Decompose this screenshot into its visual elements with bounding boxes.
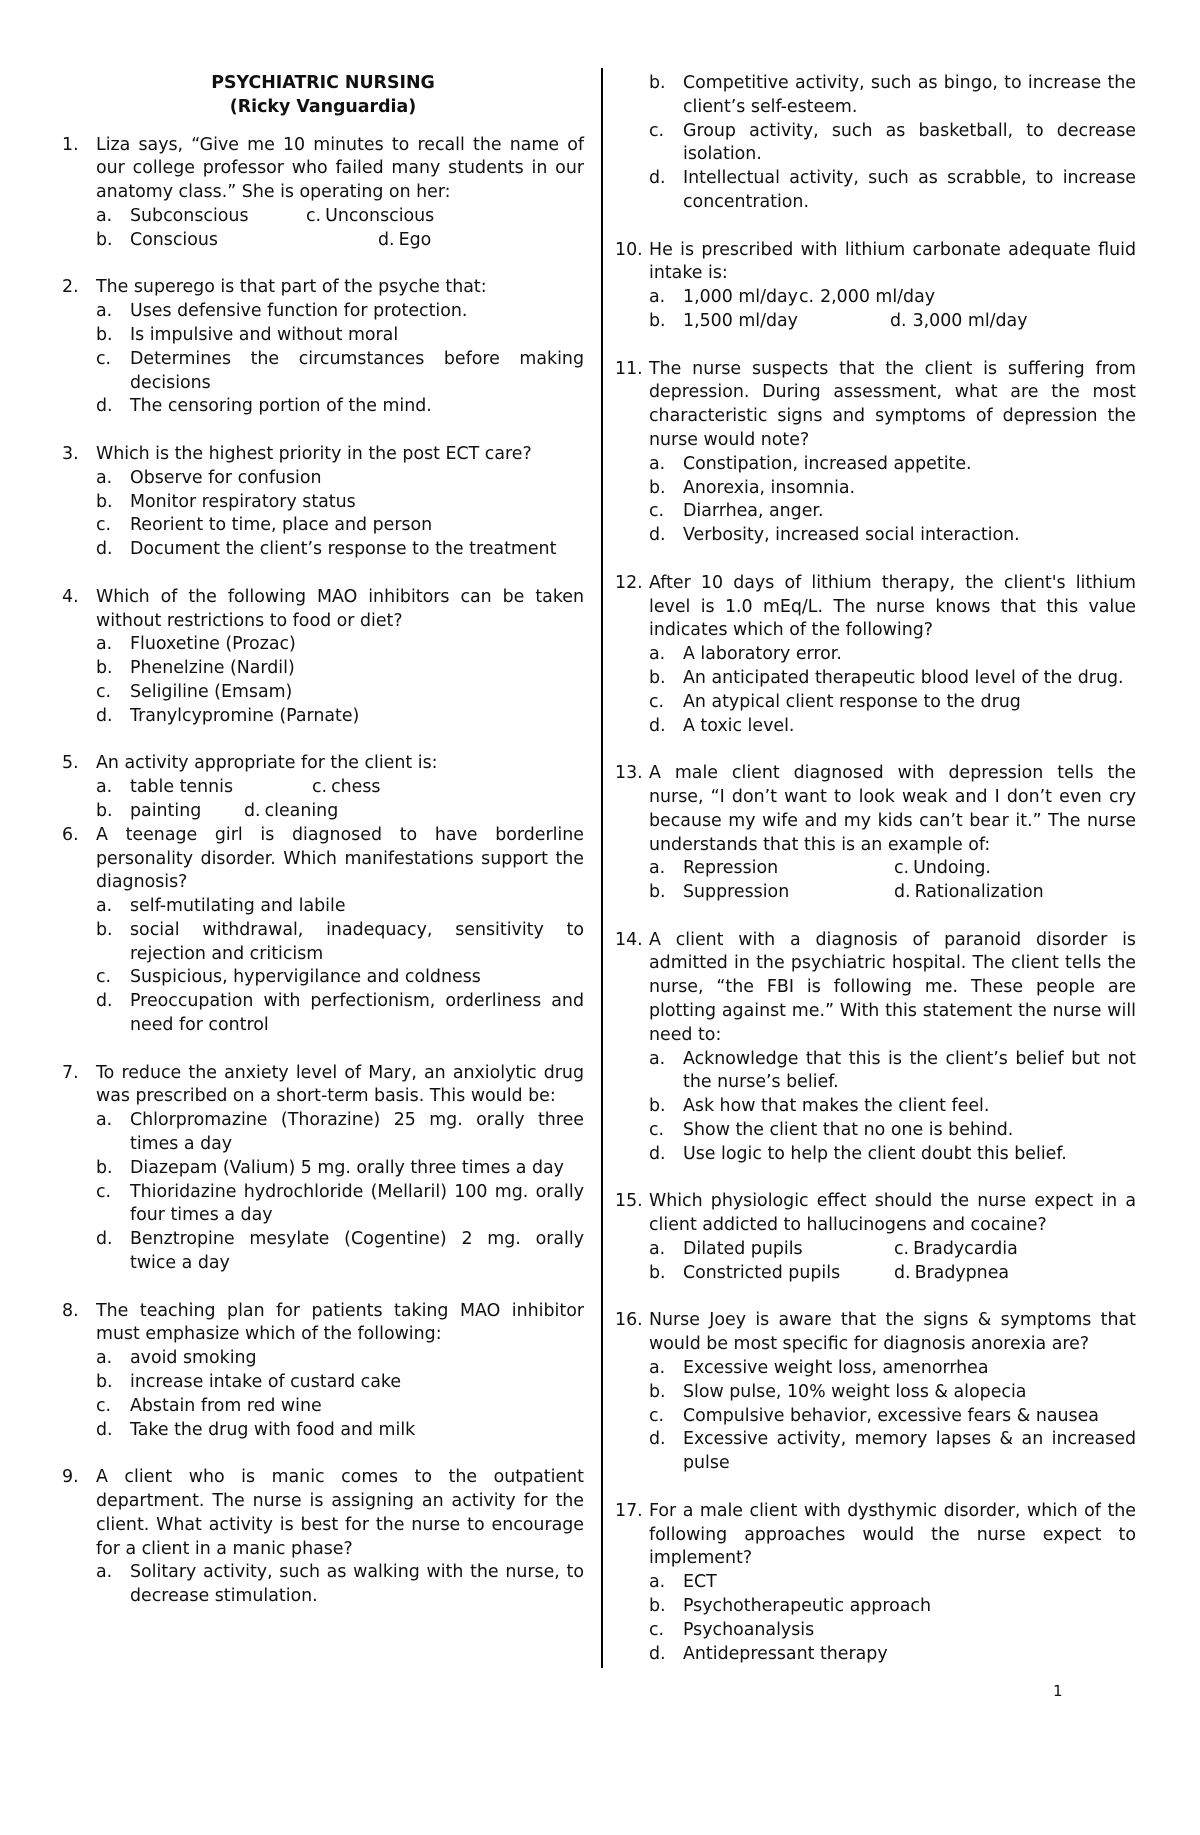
option xyxy=(615,120,1136,168)
option-text: Anorexia, insomnia. xyxy=(683,477,856,498)
option-text: Diarrhea, anger. xyxy=(683,501,824,522)
option-letter: d. xyxy=(244,800,261,821)
question-11 xyxy=(615,358,1136,548)
question-number: 14. xyxy=(615,929,643,950)
option-text: Bradycardia xyxy=(913,1239,1018,1260)
option-text: 1,500 ml/day xyxy=(683,310,798,331)
option xyxy=(62,324,584,348)
option-letter: b. xyxy=(96,800,113,821)
option-letter: c. xyxy=(894,858,910,879)
question-9 xyxy=(62,1466,584,1609)
question-text: Which physiologic effect should the nurse expect in a client addicted to hallucinogens and cocaine? xyxy=(649,1191,1136,1236)
option-letter: a. xyxy=(649,1572,666,1593)
option xyxy=(62,633,584,657)
option-text: Slow pulse, 10% weight loss & alopecia xyxy=(683,1381,1027,1402)
option-letter: a. xyxy=(96,205,113,226)
option-row xyxy=(62,776,584,800)
left-column xyxy=(62,72,584,1633)
option xyxy=(62,395,584,419)
option-row xyxy=(62,205,584,229)
question-text: Which of the following MAO inhibitors can be taken without restrictions to food or diet? xyxy=(96,586,584,631)
question-8 xyxy=(62,1300,584,1443)
option xyxy=(615,1571,1136,1595)
option-text: The censoring portion of the mind. xyxy=(130,396,432,417)
option-letter: a. xyxy=(96,1562,113,1583)
option-letter: d. xyxy=(96,539,113,560)
question-4 xyxy=(62,586,584,729)
option-letter: b. xyxy=(649,882,666,903)
option-text: avoid smoking xyxy=(130,1348,257,1369)
option-row xyxy=(615,857,1136,881)
question-text: Which is the highest priority in the post ECT care? xyxy=(96,443,532,464)
option xyxy=(62,1371,584,1395)
option-letter: b. xyxy=(649,1096,666,1117)
option-text: Uses defensive function for protection. xyxy=(130,301,468,322)
question-9-continued xyxy=(615,72,1136,215)
document-subtitle: (Ricky Vanguardia) xyxy=(229,96,417,117)
option xyxy=(615,167,1136,215)
option-text: painting xyxy=(130,800,202,821)
question-text: Nurse Joey is aware that the signs & symptoms that would be most specific for diagnosis anorexia are? xyxy=(649,1310,1136,1355)
option-letter: a. xyxy=(96,777,113,798)
option-text: Phenelzine (Nardil) xyxy=(130,658,295,679)
question-number: 7. xyxy=(62,1062,79,1083)
option-text: Rationalization xyxy=(914,882,1044,903)
question-number: 6. xyxy=(62,824,79,845)
question-number: 8. xyxy=(62,1300,79,1321)
option-letter: a. xyxy=(649,858,666,879)
option xyxy=(62,491,584,515)
question-number: 11. xyxy=(615,358,643,379)
option-letter: b. xyxy=(96,324,113,345)
option-letter: a. xyxy=(96,301,113,322)
option-text: Subconscious xyxy=(130,205,249,226)
question-text: A client with a diagnosis of paranoid disorder is admitted in the psychiatric hospital. The client tells the nurse, “the FBI is following me. These people are plotting against me.” With this statement the nurse will need to: xyxy=(649,929,1136,1045)
option xyxy=(62,348,584,396)
option-text: Repression xyxy=(683,858,779,879)
option-letter: b. xyxy=(96,658,113,679)
option-text: Group activity, such as basketball, to decrease isolation. xyxy=(683,120,1136,165)
option-text: Intellectual activity, such as scrabble, to increase concentration. xyxy=(683,168,1136,212)
option-letter: d. xyxy=(894,1262,911,1283)
option-text: Benztropine mesylate (Cogentine) 2 mg. orally twice a day xyxy=(130,1229,584,1274)
question-text: The teaching plan for patients taking MAO inhibitor must emphasize which of the following: xyxy=(96,1300,584,1345)
option-text: Unconscious xyxy=(325,205,435,226)
question-number: 17. xyxy=(615,1500,643,1521)
question-3 xyxy=(62,443,584,562)
option-text: Competitive activity, such as bingo, to increase the client’s self-esteem. xyxy=(683,73,1136,117)
option-letter: a. xyxy=(649,1239,666,1260)
option-letter: b. xyxy=(649,1381,666,1402)
option-text: Show the client that no one is behind. xyxy=(683,1120,1014,1141)
option-text: Psychotherapeutic approach xyxy=(683,1596,931,1616)
question-12 xyxy=(615,572,1136,739)
option-text: Constipation, increased appetite. xyxy=(683,453,972,474)
option-text: Excessive activity, memory lapses & an increased pulse xyxy=(683,1429,1136,1474)
option-letter: c. xyxy=(306,205,322,226)
option-letter: c. xyxy=(799,287,815,308)
question-text: After 10 days of lithium therapy, the client's lithium level is 1.0 mEq/L. The nurse knows that this value indicates which of the following? xyxy=(649,572,1136,641)
option-text: Is impulsive and without moral xyxy=(130,324,399,345)
question-text: A male client diagnosed with depression tells the nurse, “I don’t want to look weak and I don’t even cry because my wife and my kids can’t bear it.” The nurse understands that this is an example of: xyxy=(649,763,1136,855)
question-16 xyxy=(615,1309,1136,1476)
option-letter: b. xyxy=(96,1372,113,1393)
option-letter: b. xyxy=(649,667,666,688)
option-text: increase intake of custard cake xyxy=(130,1372,402,1393)
option-text: Use logic to help the client doubt this belief. xyxy=(683,1143,1067,1164)
option-row xyxy=(62,800,584,824)
option-letter: b. xyxy=(649,310,666,331)
option xyxy=(62,990,584,1038)
option-row xyxy=(615,881,1136,905)
option-letter: b. xyxy=(649,477,666,498)
option xyxy=(62,467,584,491)
option xyxy=(62,1157,584,1181)
option-letter: a. xyxy=(96,1348,113,1369)
option-text: Thioridazine hydrochloride (Mellaril) 100 mg. orally four times a day xyxy=(130,1181,584,1226)
option xyxy=(62,1109,584,1157)
option xyxy=(62,1228,584,1276)
option xyxy=(615,1143,1136,1167)
option xyxy=(62,1395,584,1419)
option-text: Dilated pupils xyxy=(683,1239,803,1260)
option-letter: a. xyxy=(96,896,113,917)
option-letter: d. xyxy=(649,715,666,736)
option-text: Chlorpromazine (Thorazine) 25 mg. orally three times a day xyxy=(130,1110,584,1155)
option-letter: c. xyxy=(649,691,665,712)
option-text: An atypical client response to the drug xyxy=(683,691,1021,712)
title-block xyxy=(62,72,584,120)
question-text: The superego is that part of the psyche that: xyxy=(96,277,487,298)
option-letter: d. xyxy=(649,1143,666,1164)
option xyxy=(615,1381,1136,1405)
option-text: Constricted pupils xyxy=(683,1262,841,1283)
column-divider xyxy=(601,68,603,1668)
option-letter: d. xyxy=(649,1643,666,1664)
option-letter: b. xyxy=(649,1262,666,1283)
option-letter: d. xyxy=(96,1419,113,1440)
option xyxy=(615,72,1136,120)
option-text: Seligiline (Emsam) xyxy=(130,681,293,702)
option-text: Monitor respiratory status xyxy=(130,491,356,512)
option-letter: c. xyxy=(96,515,112,536)
option-letter: d. xyxy=(649,1429,666,1450)
option xyxy=(615,500,1136,524)
option-letter: a. xyxy=(96,467,113,488)
option-text: Diazepam (Valium) 5 mg. orally three times a day xyxy=(130,1157,564,1178)
option-letter: d. xyxy=(894,882,911,903)
option-letter: d. xyxy=(96,1229,113,1250)
option-row xyxy=(615,1238,1136,1262)
question-text: For a male client with dysthymic disorder, which of the following approaches would the nurse expect to implement? xyxy=(649,1500,1136,1569)
option xyxy=(615,1119,1136,1143)
option xyxy=(615,1428,1136,1476)
question-text: The nurse suspects that the client is suffering from depression. During assessment, what are the most characteristic signs and symptoms of depression the nurse would note? xyxy=(649,358,1136,450)
option-text: An anticipated therapeutic blood level of the drug. xyxy=(683,667,1124,688)
option xyxy=(62,538,584,562)
option-letter: c. xyxy=(96,1395,112,1416)
question-number: 4. xyxy=(62,586,79,607)
option-letter: a. xyxy=(649,1358,666,1379)
option-text: Document the client’s response to the treatment xyxy=(130,539,557,560)
option xyxy=(62,705,584,729)
option-text: Acknowledge that this is the client’s belief but not the nurse’s belief. xyxy=(683,1048,1136,1093)
option-letter: a. xyxy=(649,453,666,474)
option-row xyxy=(615,310,1136,334)
question-text: He is prescribed with lithium carbonate adequate fluid intake is: xyxy=(649,239,1136,284)
option-text: Solitary activity, such as walking with the nurse, to decrease stimulation. xyxy=(130,1562,584,1607)
option-row xyxy=(615,1262,1136,1286)
question-13 xyxy=(615,762,1136,905)
option xyxy=(62,966,584,990)
question-number: 10. xyxy=(615,239,643,260)
option-letter: b. xyxy=(649,1596,666,1616)
option xyxy=(615,453,1136,477)
option xyxy=(62,300,584,324)
option-letter: c. xyxy=(96,967,112,988)
question-7 xyxy=(62,1062,584,1276)
option xyxy=(62,681,584,705)
option-letter: c. xyxy=(96,348,112,369)
option-text: cleaning xyxy=(264,800,339,821)
option-text: 3,000 ml/day xyxy=(912,310,1028,331)
option xyxy=(615,1095,1136,1119)
option xyxy=(62,1347,584,1371)
option-row xyxy=(615,286,1136,310)
option-letter: c. xyxy=(312,777,328,798)
page-number: 1 xyxy=(1053,1682,1063,1700)
option xyxy=(615,524,1136,548)
option xyxy=(62,1181,584,1229)
question-number: 2. xyxy=(62,277,79,298)
option-text: Suppression xyxy=(683,882,790,903)
option-text: Ego xyxy=(398,229,432,250)
question-5 xyxy=(62,752,584,823)
option-text: Fluoxetine (Prozac) xyxy=(130,634,296,655)
option xyxy=(615,643,1136,667)
option-text: A laboratory error. xyxy=(683,644,842,665)
option-letter: d. xyxy=(649,525,666,546)
option-letter: a. xyxy=(96,634,113,655)
option-letter: d. xyxy=(378,229,395,250)
option-letter: c. xyxy=(96,681,112,702)
option-letter: d. xyxy=(96,991,113,1012)
option-text: Compulsive behavior, excessive fears & nausea xyxy=(683,1405,1099,1426)
option xyxy=(62,1419,584,1443)
option xyxy=(62,919,584,967)
option-text: social withdrawal, inadequacy, sensitivity to rejection and criticism xyxy=(130,919,584,964)
question-number: 5. xyxy=(62,753,79,774)
option-text: Observe for confusion xyxy=(130,467,322,488)
option xyxy=(62,1561,584,1609)
option xyxy=(615,1619,1136,1643)
option xyxy=(615,1048,1136,1096)
option-text: Determines the circumstances before making decisions xyxy=(130,348,584,393)
question-10 xyxy=(615,239,1136,334)
option-letter: c. xyxy=(649,1405,665,1426)
option-text: Abstain from red wine xyxy=(130,1395,322,1416)
question-number: 16. xyxy=(615,1310,643,1331)
option-letter: b. xyxy=(96,491,113,512)
option-row xyxy=(62,229,584,253)
question-6 xyxy=(62,824,584,1038)
option-letter: a. xyxy=(649,644,666,665)
option xyxy=(615,1595,1136,1619)
option xyxy=(62,657,584,681)
option-text: Ask how that makes the client feel. xyxy=(683,1096,990,1117)
option-text: Antidepressant therapy xyxy=(683,1643,888,1664)
option-text: Suspicious, hypervigilance and coldness xyxy=(130,967,481,988)
option-text: Undoing. xyxy=(913,858,991,879)
option-letter: c. xyxy=(649,120,665,141)
option xyxy=(62,895,584,919)
option-text: Conscious xyxy=(130,229,218,250)
option-letter: c. xyxy=(96,1181,112,1202)
option xyxy=(62,514,584,538)
option-letter: d. xyxy=(96,705,113,726)
option xyxy=(615,1643,1136,1667)
option-text: Psychoanalysis xyxy=(683,1619,815,1640)
question-number: 13. xyxy=(615,763,643,784)
document-title: PSYCHIATRIC NURSING xyxy=(211,73,435,93)
option xyxy=(615,477,1136,501)
option-text: chess xyxy=(331,777,381,798)
option-text: self-mutilating and labile xyxy=(130,896,346,917)
option xyxy=(615,715,1136,739)
question-number: 12. xyxy=(615,572,643,593)
right-column xyxy=(615,72,1136,1690)
option xyxy=(615,691,1136,715)
option-text: 1,000 ml/day xyxy=(683,287,798,308)
question-2 xyxy=(62,276,584,419)
option-letter: b. xyxy=(649,73,666,93)
option-letter: a. xyxy=(649,1048,666,1069)
question-text: A teenage girl is diagnosed to have borderline personality disorder. Which manifestations support the diagnosis? xyxy=(96,824,584,893)
option-text: Reorient to time, place and person xyxy=(130,515,433,536)
option-letter: d. xyxy=(649,168,666,189)
option-text: 2,000 ml/day xyxy=(820,287,936,308)
question-text: A client who is manic comes to the outpatient department. The nurse is assigning an activity for the client. What activity is best for the nurse to encourage for a client in a manic phase? xyxy=(96,1467,584,1559)
option-letter: c. xyxy=(649,1619,665,1640)
question-text: To reduce the anxiety level of Mary, an anxiolytic drug was prescribed on a short-term basis. This would be: xyxy=(96,1062,584,1107)
option-letter: c. xyxy=(649,1120,665,1141)
option xyxy=(615,1405,1136,1429)
option-text: Preoccupation with perfectionism, orderliness and need for control xyxy=(130,991,584,1036)
option xyxy=(615,1357,1136,1381)
question-text: Liza says, “Give me 10 minutes to recall the name of our college professor who failed many students in our anatomy class.” She is operating on her: xyxy=(96,134,584,203)
question-number: 1. xyxy=(62,134,79,155)
option-text: Take the drug with food and milk xyxy=(130,1419,416,1440)
option-text: Tranylcypromine (Parnate) xyxy=(130,705,360,726)
option-letter: a. xyxy=(96,1110,113,1131)
option-letter: b. xyxy=(96,1157,113,1178)
option-text: Excessive weight loss, amenorrhea xyxy=(683,1358,989,1379)
option-text: Bradypnea xyxy=(914,1262,1010,1283)
question-text: An activity appropriate for the client is: xyxy=(96,753,438,774)
question-number: 15. xyxy=(615,1191,643,1212)
option-text: ECT xyxy=(683,1572,717,1593)
option-letter: c. xyxy=(649,501,665,522)
option-letter: d. xyxy=(96,396,113,417)
option-letter: c. xyxy=(894,1239,910,1260)
question-15 xyxy=(615,1190,1136,1285)
option xyxy=(615,667,1136,691)
option-letter: a. xyxy=(649,287,666,308)
question-number: 9. xyxy=(62,1467,79,1488)
option-letter: b. xyxy=(96,229,113,250)
option-letter: d. xyxy=(890,310,907,331)
option-text: A toxic level. xyxy=(683,715,795,736)
question-14 xyxy=(615,929,1136,1167)
option-text: Verbosity, increased social interaction. xyxy=(683,525,1020,546)
question-17 xyxy=(615,1500,1136,1667)
option-letter: b. xyxy=(96,919,113,940)
question-1 xyxy=(62,134,584,253)
option-text: table tennis xyxy=(130,777,234,798)
question-number: 3. xyxy=(62,443,79,464)
